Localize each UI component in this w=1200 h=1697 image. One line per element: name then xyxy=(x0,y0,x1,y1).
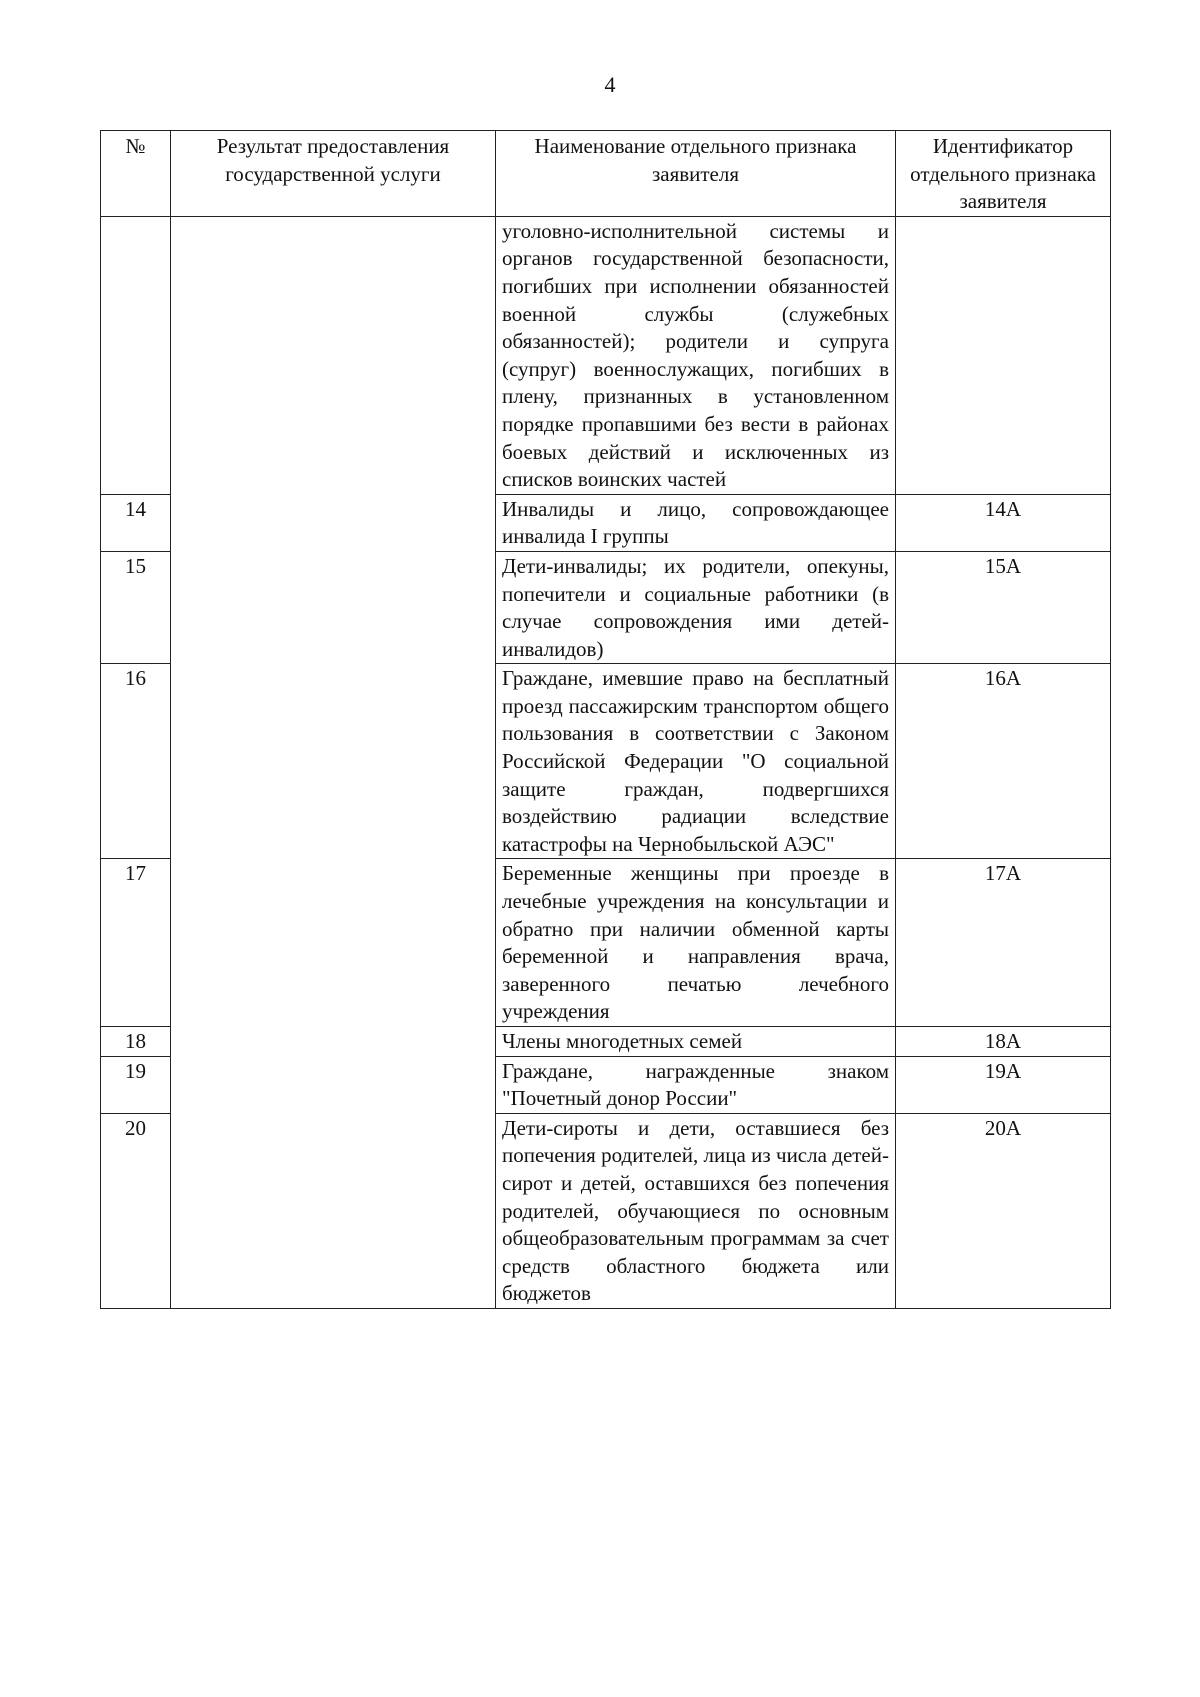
feature-id-cell xyxy=(896,216,1111,494)
header-result: Результат предоставления государственной услуги xyxy=(171,131,496,217)
feature-name-cell: Беременные женщины при проезде в лечебные учреждения на консультации и обратно при наличии обменной карты беременной и направления врача, заверенного печатью лечебного учреждения xyxy=(496,859,896,1027)
page-number: 4 xyxy=(604,72,616,97)
feature-id-cell: 15А xyxy=(896,551,1111,663)
row-number xyxy=(101,216,171,494)
row-number: 18 xyxy=(101,1027,171,1057)
feature-name-cell: Дети-инвалиды; их родители, опекуны, попечители и социальные работники (в случае сопровождения ими детей-инвалидов) xyxy=(496,551,896,663)
feature-name-cell: уголовно-исполнительной системы и органов государственной безопасности, погибших при исполнении обязанностей военной службы (служебных обязанностей); родители и супруга (супруг) военнослужащих, погибших в плену, признанных в установленном порядке пропавшими без вести в районах боевых действий и исключенных из списков воинских частей xyxy=(496,216,896,494)
row-number: 20 xyxy=(101,1113,171,1308)
feature-name-cell: Граждане, имевшие право на бесплатный проезд пассажирским транспортом общего пользования в соответствии с Законом Российской Федерации "О социальной защите граждан, подвергшихся воздействию радиации вследствие катастрофы на Чернобыльской АЭС" xyxy=(496,664,896,859)
row-number: 16 xyxy=(101,664,171,859)
feature-name-cell: Граждане, награжденные знаком "Почетный донор России" xyxy=(496,1056,896,1113)
feature-name-cell: Дети-сироты и дети, оставшиеся без попечения родителей, лица из числа детей-сирот и детей, оставшихся без попечения родителей, обучающиеся по основным общеобразовательным программам за счет средств областного бюджета или бюджетов xyxy=(496,1113,896,1308)
feature-id-cell: 19А xyxy=(896,1056,1111,1113)
applicant-features-table xyxy=(100,130,1111,1309)
header-feature-id: Идентификатор отдельного признака заявителя xyxy=(896,131,1111,217)
header-feature-name: Наименование отдельного признака заявителя xyxy=(496,131,896,217)
feature-id-cell: 16А xyxy=(896,664,1111,859)
feature-id-cell: 17А xyxy=(896,859,1111,1027)
row-number: 17 xyxy=(101,859,171,1027)
feature-id-cell: 18А xyxy=(896,1027,1111,1057)
feature-name-cell: Инвалиды и лицо, сопровождающее инвалида I группы xyxy=(496,494,896,551)
table-row xyxy=(101,216,1111,494)
table-body xyxy=(101,216,1111,1308)
table-header-row xyxy=(101,131,1111,217)
result-cell xyxy=(171,216,496,1308)
header-number: № xyxy=(101,131,171,217)
row-number: 19 xyxy=(101,1056,171,1113)
feature-id-cell: 20А xyxy=(896,1113,1111,1308)
feature-name-cell: Члены многодетных семей xyxy=(496,1027,896,1057)
row-number: 15 xyxy=(101,551,171,663)
row-number: 14 xyxy=(101,494,171,551)
feature-id-cell: 14А xyxy=(896,494,1111,551)
